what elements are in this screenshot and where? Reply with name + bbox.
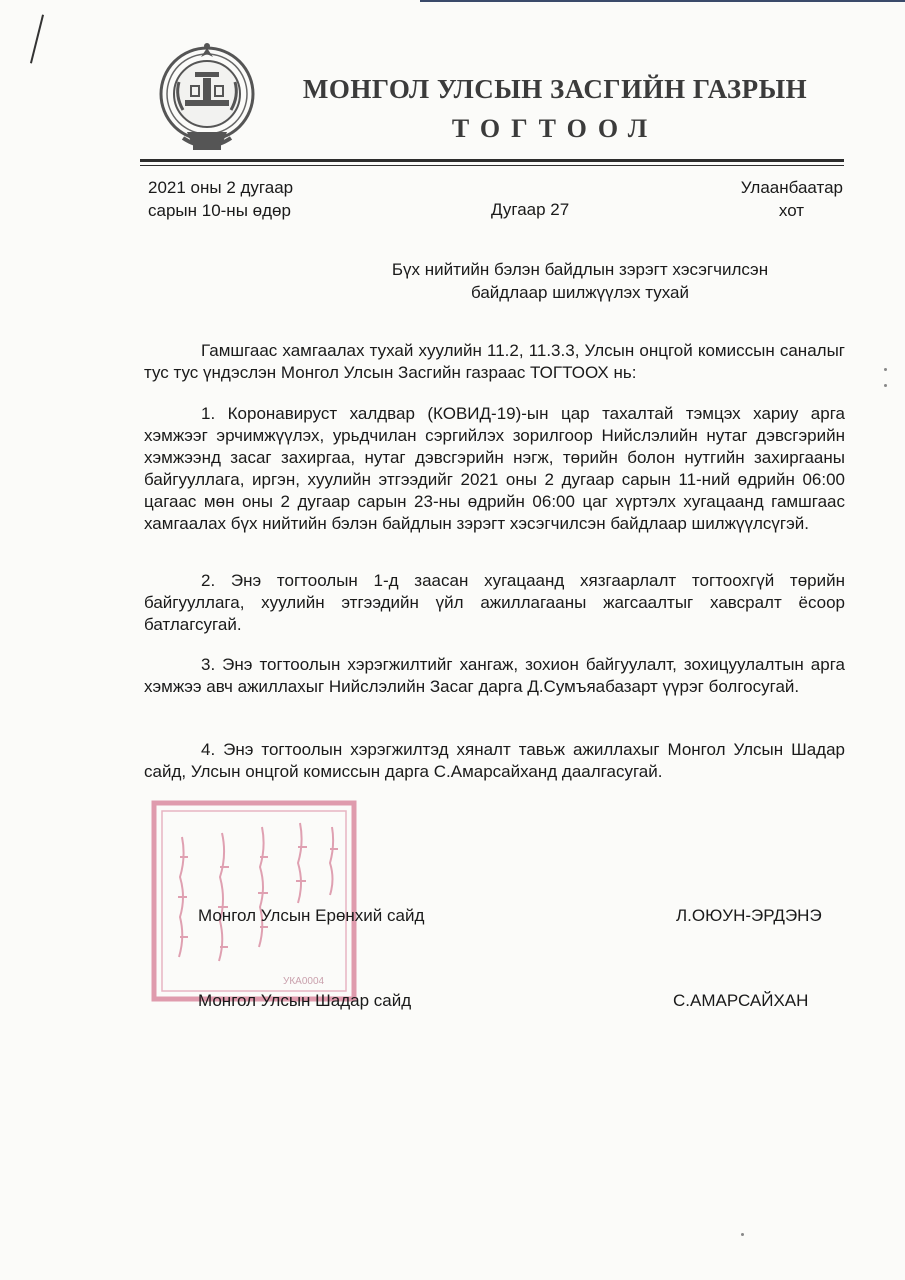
stamp-serial: УКА0004 [283, 976, 325, 987]
document-number: Дугаар 27 [491, 200, 570, 219]
clause-paragraph-4: 4. Энэ тогтоолын хэрэгжилтэд хяналт тавьж ажиллахыг Монгол Улсын Шадар сайд, Улсын онцгой комиссын дарга С.Амарсайханд даалгасугай. [144, 740, 845, 781]
signatory-name-2: С.АМАРСАЙХАН [673, 991, 809, 1010]
header-divider-thin [140, 165, 844, 166]
document-issuer-title: МОНГОЛ УЛСЫН ЗАСГИЙН ГАЗРЫН [302, 74, 808, 104]
scan-speck [884, 368, 887, 371]
clause-paragraph-2: 2. Энэ тогтоолын 1-д заасан хугацаанд хязгаарлалт тогтоохгүй төрийн байгууллага, хуулийн этгээдийн үйл ажиллагааны жагсаалтыг хавсралт ёсоор батлагсугай. [144, 571, 845, 634]
city-line-2: хот [778, 201, 805, 220]
date-line-2: сарын 10-ны өдөр [148, 201, 291, 220]
state-emblem-icon [157, 42, 257, 154]
document-subject [360, 258, 800, 304]
scan-top-edge [420, 0, 905, 2]
city-line-1: Улаанбаатар [740, 178, 843, 197]
date-line-1: 2021 оны 2 дугаар [148, 178, 294, 197]
signatory-title-1: Монгол Улсын Ерөнхий сайд [198, 906, 425, 925]
header-divider-thick [140, 159, 844, 162]
document-date [148, 176, 293, 222]
document-city [700, 176, 843, 222]
signatory-title-2: Монгол Улсын Шадар сайд [198, 991, 412, 1010]
official-stamp [150, 797, 360, 1007]
preamble-paragraph: Гамшгаас хамгаалах тухай хуулийн 11.2, 11.3.3, Улсын онцгой комиссын саналыг тус тус үндэслэн Монгол Улсын Засгийн газраас ТОГТООХ нь: [144, 341, 845, 382]
signatory-name-1: Л.ОЮУН-ЭРДЭНЭ [676, 906, 822, 925]
subject-line-2: байдлаар шилжүүлэх тухай [470, 283, 689, 302]
clause-paragraph-1: 1. Коронавируст халдвар (КОВИД-19)-ын цар тахалтай тэмцэх хариу арга хэмжээг эрчимжүүлэх, урьдчилан сэргийлэх зорилгоор Нийслэлийн нутаг дэвсгэрийн хэмжээнд засаг захиргаа, нутаг дэвсгэрийн нэгж, төрийн болон нутгийн захиргааны байгууллага, иргэн, хуулийн этгээдийг 2021 оны 2 дугаар сарын 11-ний өдрийн 06:00 цагаас мөн оны 2 дугаар сарын 23-ны өдрийн 06:00 цаг хүртэлх хугацаанд гамшгаас хамгаалах бүх нийтийн бэлэн байдлын зэрэгт хэсэгчилсэн байдлаар шилжүүлсүгэй. [144, 404, 845, 533]
subject-line-1: Бүх нийтийн бэлэн байдлын зэрэгт хэсэгчилсэн [391, 260, 769, 279]
scan-speck [884, 384, 887, 387]
scan-speck [741, 1233, 744, 1236]
pen-mark [30, 15, 44, 64]
clause-paragraph-3: 3. Энэ тогтоолын хэрэгжилтийг хангаж, зохион байгуулалт, зохицуулалтын арга хэмжээ авч ажиллахыг Нийслэлийн Засаг дарга Д.Сумъяабазарт үүрэг болгосугай. [144, 655, 845, 696]
document-type-title: ТОГТООЛ [451, 114, 659, 143]
